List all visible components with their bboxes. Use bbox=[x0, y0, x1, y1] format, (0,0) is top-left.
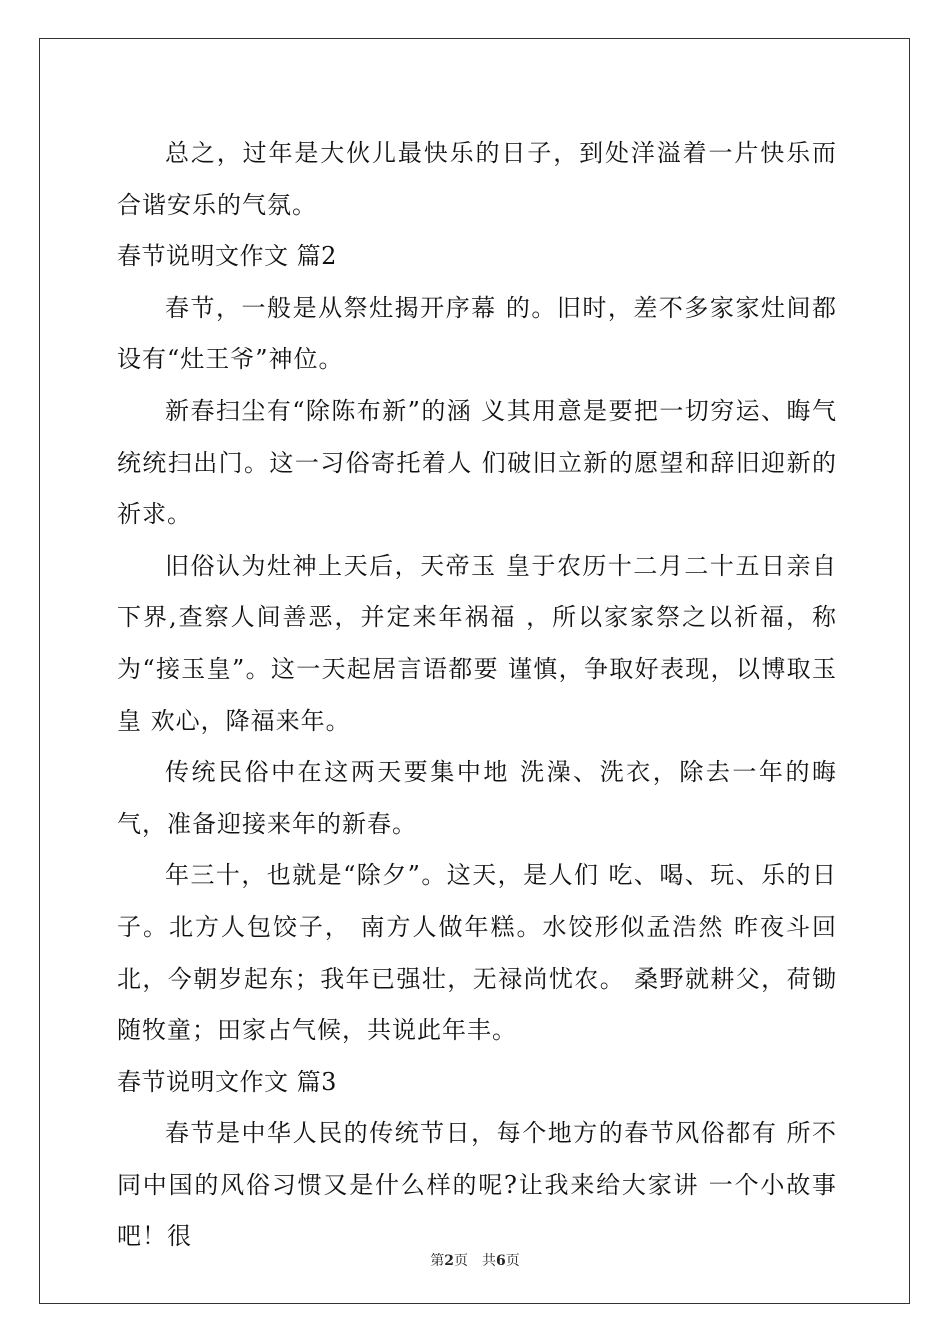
paragraph: 总之，过年是大伙儿最快乐的日子，到处洋溢着一片快乐而合谐安乐的气氛。 bbox=[117, 139, 837, 219]
section-heading: 春节说明文作文 篇3 bbox=[117, 1067, 337, 1096]
page-footer bbox=[0, 1250, 950, 1270]
footer-prefix: 第 bbox=[430, 1253, 445, 1269]
document-body bbox=[117, 128, 837, 1263]
paragraph: 新春扫尘有“除陈布新”的涵 义其用意是要把一切穷运、晦气统统扫出门。这一习俗寄托着人 们破旧立新的愿望和辞旧迎新的 祈求。 bbox=[117, 396, 837, 529]
paragraph: 春节是中华人民的传统节日，每个地方的春节风俗都有 所不同中国的风俗习惯又是什么样的呢?让我来给大家讲 一个小故事吧！很 bbox=[117, 1119, 837, 1251]
paragraph: 旧俗认为灶神上天后，天帝玉 皇于农历十二月二十五日亲自下界,查察人间善恶，并定来年祸福 ，所以家家祭之以祈福，称为“接玉皇”。这一天起居言语都要 谨慎，争取好表现，以博取玉皇 欢心，降福来年。 bbox=[117, 551, 837, 735]
footer-mid: 页 共 bbox=[454, 1253, 496, 1269]
paragraph: 春节，一般是从祭灶揭开序幕 的。旧时，差不多家家灶间都设有“灶王爷”神位。 bbox=[117, 293, 837, 374]
current-page-number: 2 bbox=[444, 1253, 454, 1269]
paragraph: 年三十，也就是“除夕”。这天，是人们 吃、喝、玩、乐的日子。北方人包饺子， 南方人做年糕。水饺形似孟浩然 昨夜斗回北，今朝岁起东；我年已强壮，无禄尚忧农。 桑野就耕父，荷锄随牧童；田家占气候，共说此年丰。 bbox=[117, 861, 837, 1045]
footer-suffix: 页 bbox=[505, 1253, 520, 1269]
section-heading: 春节说明文作文 篇2 bbox=[117, 242, 337, 271]
total-page-count: 6 bbox=[496, 1253, 506, 1269]
paragraph: 传统民俗中在这两天要集中地 洗澡、洗衣，除去一年的晦气，准备迎接来年的新春。 bbox=[117, 758, 837, 838]
